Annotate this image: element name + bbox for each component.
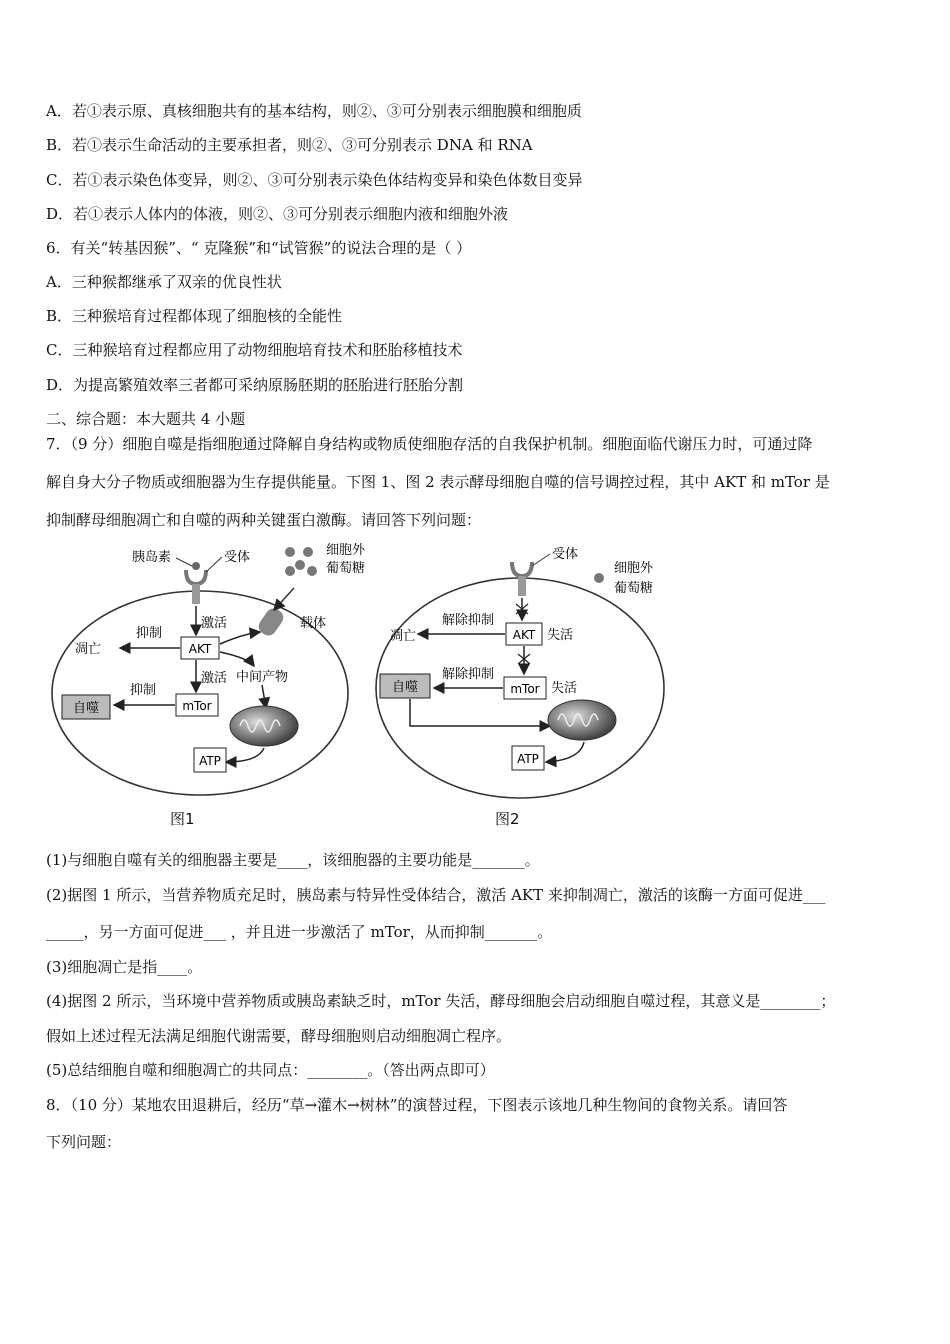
receptor-label: 受体 (552, 547, 579, 562)
glucose-label-2: 葡萄糖 (614, 581, 654, 596)
figure-2-caption: 图2 (495, 810, 520, 828)
q7-part5: (5)总结细胞自噬和细胞凋亡的共同点：________。（答出两点即可） (46, 1061, 495, 1079)
carrier-icon (256, 605, 287, 638)
receptor-label: 受体 (224, 550, 251, 565)
inhibit-label-1: 抑制 (136, 626, 163, 641)
glucose-label-1: 细胞外 (326, 543, 366, 558)
q6-option-a: A．三种猴都继承了双亲的优良性状 (46, 273, 282, 291)
insulin-label: 胰岛素 (132, 550, 172, 565)
figure-1-caption: 图1 (170, 810, 195, 828)
q7-part1: (1)与细胞自噬有关的细胞器主要是____，该细胞器的主要功能是_______。 (46, 851, 540, 869)
q8-stem-line1: 8．（10 分）某地农田退耕后，经历“草→灌木→树林”的演替过程，下图表示该地几种生物间的食物关系。请回答 (46, 1096, 788, 1114)
autophagy-label: 自噬 (72, 701, 100, 716)
q5-option-d: D．若①表示人体内的体液，则②、③可分别表示细胞内液和细胞外液 (46, 205, 509, 223)
q6-option-d: D．为提高繁殖效率三者都可采纳原肠胚期的胚胎进行胚胎分割 (46, 376, 464, 394)
q5-option-b: B．若①表示生命活动的主要承担者，则②、③可分别表示 DNA 和 RNA (46, 136, 533, 154)
q5-option-a: A．若①表示原、真核细胞共有的基本结构，则②、③可分别表示细胞膜和细胞质 (46, 102, 582, 120)
inactive-label-1: 失活 (547, 628, 574, 643)
q6-option-c: C．三种猴培育过程都应用了动物细胞培育技术和胚胎移植技术 (46, 341, 463, 359)
glucose-icon (594, 573, 604, 583)
receptor-icon (512, 562, 532, 576)
q7-part2-line1: (2)据图 1 所示，当营养物质充足时，胰岛素与特异性受体结合，激活 AKT 来抑制凋亡，激活的该酶一方面可促进___ (46, 886, 826, 904)
q6-option-b: B．三种猴培育过程都体现了细胞核的全能性 (46, 307, 343, 325)
figure-2 (370, 540, 680, 800)
intermediate-label: 中间产物 (236, 670, 289, 685)
q7-part2-line2: _____，另一方面可促进___ ，并且进一步激活了 mTor，从而抑制_______。 (46, 923, 553, 941)
section-heading: 二、综合题：本大题共 4 小题 (46, 410, 246, 428)
receptor-icon (186, 570, 206, 584)
activate-label-2: 激活 (201, 671, 228, 686)
q8-stem-line2: 下列问题： (46, 1133, 122, 1151)
atp-label: ATP (517, 752, 539, 766)
q7-stem-line3: 抑制酵母细胞凋亡和自噬的两种关键蛋白激酶。请回答下列问题： (46, 511, 482, 529)
glucose-label-1: 细胞外 (614, 561, 654, 576)
q7-part3: (3)细胞凋亡是指____。 (46, 958, 203, 976)
glucose-label-2: 葡萄糖 (326, 561, 366, 576)
insulin-icon (192, 562, 200, 570)
q7-part4-line2: 假如上述过程无法满足细胞代谢需要，酵母细胞则启动细胞凋亡程序。 (46, 1027, 512, 1045)
akt-label: AKT (512, 628, 536, 642)
apoptosis-label: 凋亡 (390, 629, 417, 644)
inactive-label-2: 失活 (551, 681, 578, 696)
activate-label-1: 激活 (201, 616, 228, 631)
apoptosis-label: 凋亡 (75, 642, 102, 657)
akt-label: AKT (188, 642, 212, 656)
inhibit-label-2: 抑制 (130, 683, 157, 698)
atp-label: ATP (199, 754, 221, 768)
mtor-label: mTor (510, 682, 540, 696)
q7-part4-line1: (4)据图 2 所示，当环境中营养物质或胰岛素缺乏时，mTor 失活，酵母细胞会启动细胞自噬过程，其意义是________； (46, 992, 836, 1010)
glucose-icon (285, 547, 317, 576)
figure-1 (48, 540, 366, 800)
q6-stem: 6．有关“转基因猴”、“ 克隆猴”和“试管猴”的说法合理的是（ ） (46, 239, 472, 257)
q7-stem-line2: 解自身大分子物质或细胞器为生存提供能量。下图 1、图 2 表示酵母细胞自噬的信号调控过程，其中 AKT 和 mTor 是 (46, 473, 830, 491)
release-label-1: 解除抑制 (442, 613, 495, 628)
release-label-2: 解除抑制 (442, 667, 495, 682)
carrier-label: 载体 (300, 616, 327, 631)
q5-option-c: C．若①表示染色体变异，则②、③可分别表示染色体结构变异和染色体数目变异 (46, 171, 583, 189)
mtor-label: mTor (182, 699, 212, 713)
q7-stem-line1: 7．（9 分）细胞自噬是指细胞通过降解自身结构或物质使细胞存活的自我保护机制。细胞面临代谢压力时，可通过降 (46, 435, 813, 453)
autophagy-label: 自噬 (391, 680, 419, 695)
